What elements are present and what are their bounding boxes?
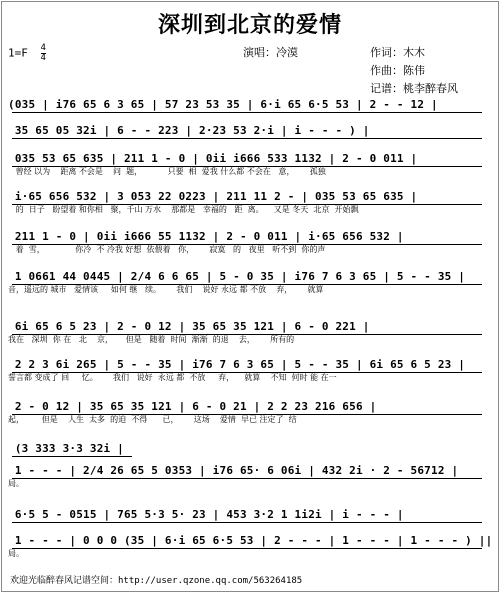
notes: (035 | i76 65 6 3 65 | 57 23 53 35 | 6·i 65 6·5 53 | 2 - - 12 | (8, 98, 438, 111)
notes: 2 2 3 6i 265 | 5 - - 35 | i76 7 6 3 65 | 5 - - 35 | 6i 65 6 5 23 | (8, 358, 466, 371)
beam-line (12, 204, 482, 205)
transcriber: 记谱：桃李醉春风 (370, 82, 458, 95)
singer: 演唱：冷漠 (243, 46, 298, 59)
notes: 6i 65 6 5 23 | 2 - 0 12 | 35 65 35 121 | 6 - 0 221 | (8, 320, 370, 333)
beam-line (12, 548, 482, 549)
beam-line (12, 522, 482, 523)
composer: 作曲：陈伟 (370, 64, 425, 77)
song-title: 深圳到北京的爱情 (157, 12, 342, 38)
notes: 211 1 - 0 | 0ii i666 55 1132 | 2 - 0 011 | i·65 656 532 | (8, 230, 404, 243)
time-bottom: 4 (40, 53, 46, 63)
score-row (8, 270, 492, 295)
notes: (3 333 3·3 32i | (8, 442, 124, 455)
beam-line (12, 478, 482, 479)
lyricist: 作词：木木 (370, 46, 425, 59)
beam-line (12, 414, 482, 415)
score-row (8, 508, 492, 521)
lyrics: 局。 (8, 479, 24, 488)
score-row (8, 320, 492, 345)
lyrics: 誓言都 变成了 回 忆。 我们 说好 永远 都 不放 弃， 就算 不知 何时 能 在一 (8, 373, 337, 382)
notes: 035 53 65 635 | 211 1 - 0 | 0ii i666 533 1132 | 2 - 0 011 | (8, 152, 418, 165)
beam-line (12, 456, 132, 457)
score-row (8, 442, 492, 455)
score-row (8, 152, 492, 177)
beam-line (12, 372, 482, 373)
lyrics (8, 113, 492, 123)
notes: 1 - - - | 2/4 26 65 5 0353 | i76 65· 6 06i | 432 2i · 2 - 56712 | (8, 464, 459, 477)
notes: 35 65 05 32i | 6 - - 223 | 2·23 53 2·i | i - - - ) | (8, 124, 370, 137)
time-top: 4 (40, 43, 46, 53)
lyrics: 我在 深圳 你 在 北 京， 但是 随着 时间 渐渐 的退 去， 所有的 (8, 335, 295, 344)
notes: 1 - - - | 0 0 0 (35 | 6·i 65 6·5 53 | 2 - - - | 1 - - - | 1 - - - ) || (8, 534, 493, 547)
score-row (8, 98, 492, 123)
score-row (8, 400, 492, 425)
score-row (8, 190, 492, 215)
key: 1=F (8, 46, 28, 60)
beam-line (12, 284, 482, 285)
beam-line (12, 334, 482, 335)
score-row (8, 534, 492, 559)
beam-line (12, 112, 482, 113)
footer-note: 欢迎光临醉春风记谱空间：http://user.qzone.qq.com/563264185 (10, 576, 303, 586)
beam-line (12, 138, 482, 139)
notes: i·65 656 532 | 3 053 22 0223 | 211 11 2 - | 035 53 65 635 | (8, 190, 418, 203)
lyrics: 着 雪， 你冷 不 冷我 好想 依偎着 你， 寂寞 的 夜里 听不到 你的声 (8, 245, 326, 254)
score-row (8, 464, 492, 489)
time-signature (41, 44, 46, 63)
lyrics: 曾经 以为 距离 不会是 问 题， 只要 相 爱我 什么都 不会在 意， 孤独 (8, 167, 326, 176)
score-row (8, 358, 492, 383)
key-signature (8, 44, 46, 63)
beam-line (12, 166, 482, 167)
beam-line (12, 244, 482, 245)
notes: 2 - 0 12 | 35 65 35 121 | 6 - 0 21 | 2 2 23 216 656 | (8, 400, 377, 413)
notes: 1 0661 44 0445 | 2/4 6 6 65 | 5 - 0 35 | i76 7 6 3 65 | 5 - - 35 | (8, 270, 466, 283)
score-row (8, 230, 492, 255)
lyrics: 的 日子 盼望着 和你相 聚，千山 万水 那都是 幸福的 距 离。 又是 冬天 北京 开始飘 (8, 205, 359, 214)
lyrics (8, 139, 492, 149)
notes: 6·5 5 - 0515 | 765 5·3 5· 23 | 453 3·2 1 1i2i | i - - - | (8, 508, 404, 521)
score-row (8, 124, 492, 149)
lyrics: 局。 (8, 549, 24, 558)
lyrics: 起， 但是 人生 太多 的迫 不得 已， 这场 爱情 早已 注定了 结 (8, 415, 297, 424)
lyrics: 音，遥远的 城市 爱情该 如何 继 续。 我们 说好 永远 都 不放 弃， 就算 (8, 285, 324, 294)
